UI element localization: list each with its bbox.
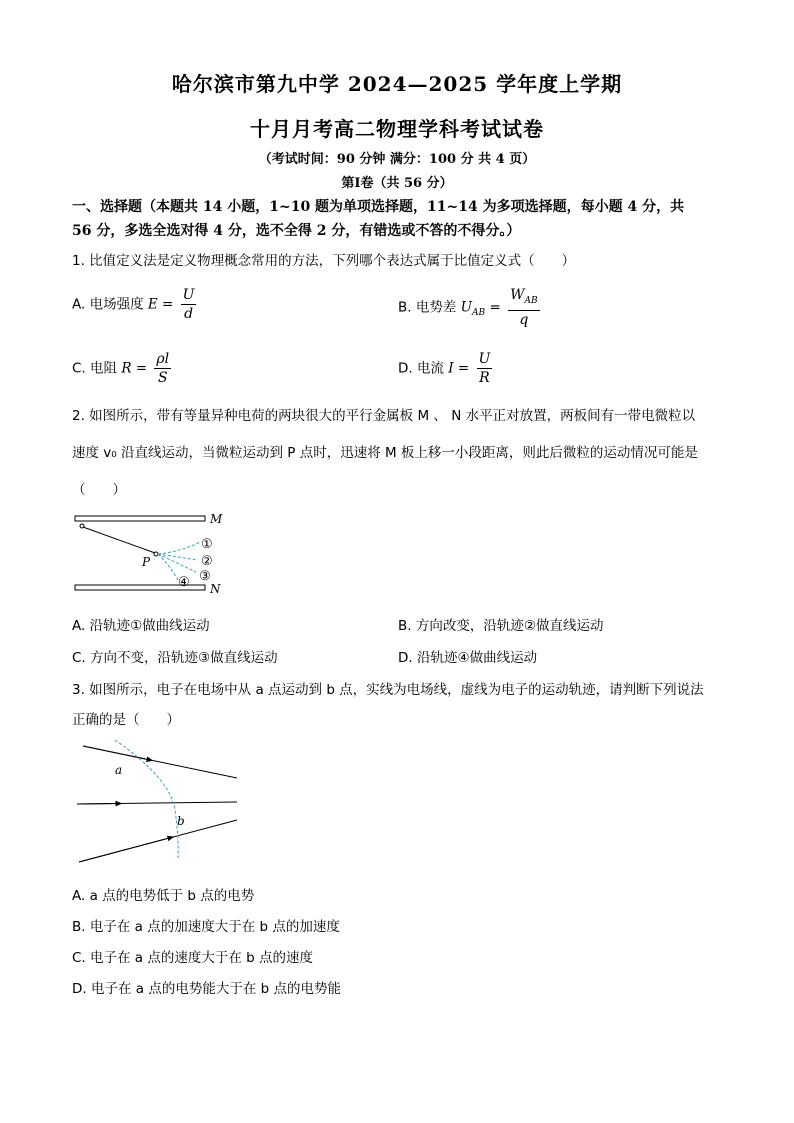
mark-4: ④ [178, 575, 190, 590]
q1-c-label: C. 电阻 [72, 360, 118, 377]
q1-b-eq: = [489, 299, 501, 316]
q2-option-a: A. 沿轨迹①做曲线运动 [72, 618, 210, 634]
q1-option-b [398, 286, 540, 329]
q1-b-num: W [510, 287, 525, 303]
q2-figure [70, 508, 240, 600]
field-arrow-bottom [79, 838, 171, 863]
q1-a-fraction [181, 286, 197, 323]
mark-3: ③ [199, 569, 211, 584]
q1-a-label: A. 电场强度 [72, 296, 144, 313]
q1-d-label: D. 电流 [398, 360, 444, 377]
q1-c-lhs: R = [121, 360, 148, 377]
plate-m [75, 516, 205, 521]
q1-c-fraction [154, 350, 171, 387]
q2-option-c: C. 方向不变，沿轨迹③做直线运动 [72, 650, 278, 666]
q1-b-lhs: U [460, 299, 473, 316]
q3-figure [75, 738, 245, 864]
field-arrow-top [83, 746, 150, 760]
trajectory-1 [158, 542, 200, 554]
q3-option-a: A. a 点的电势低于 b 点的电势 [72, 888, 255, 904]
q1-option-a [72, 286, 196, 323]
q1-b-num-sub: AB [524, 295, 538, 306]
label-m: M [210, 512, 223, 526]
label-a: a [115, 763, 123, 777]
q1-b-fraction [508, 286, 540, 329]
straight-path [83, 527, 155, 553]
q1-d-num: U [478, 351, 491, 367]
q1-a-den: d [184, 306, 194, 322]
q2-stem-line2: 速度 v₀ 沿直线运动，当微粒运动到 P 点时，迅速将 M 板上移一小段距离，则此后微粒的运动情况可能是 [72, 445, 698, 461]
section1-instructions-line2: 56 分，多选全选对得 4 分，选不全得 2 分，有错选或不答的不得分。） [72, 223, 521, 239]
q2-option-d: D. 沿轨迹④做曲线运动 [398, 650, 538, 666]
label-p: P [142, 555, 151, 569]
q1-c-den: S [157, 370, 168, 386]
point-p [154, 552, 158, 556]
electron-trajectory [115, 740, 178, 858]
section1-instructions-line1: 一、选择题（本题共 14 小题，1~10 题为单项选择题，11~14 为多项选择题，每小题 4 分，共 [72, 199, 685, 215]
q1-b-lhs-sub: AB [472, 308, 486, 319]
trajectory-3 [158, 554, 196, 572]
q1-a-lhs: E = [147, 296, 174, 313]
q1-d-den: R [479, 370, 490, 386]
field-arrow-middle [77, 804, 119, 805]
q3-option-c: C. 电子在 a 点的速度大于在 b 点的速度 [72, 950, 314, 966]
q1-a-num: U [182, 287, 195, 303]
exam-title-line2: 十月月考高二物理学科考试试卷 [250, 117, 544, 141]
q3-option-d: D. 电子在 a 点的电势能大于在 b 点的电势能 [72, 981, 341, 997]
mark-1: ① [201, 537, 213, 552]
q3-stem-line1: 3. 如图所示，电子在电场中从 a 点运动到 b 点，实线为电场线，虚线为电子的运动轨迹，请判断下列说法 [72, 682, 704, 698]
q2-option-b: B. 方向改变，沿轨迹②做直线运动 [398, 618, 604, 634]
exam-info: （考试时间：90 分钟 满分：100 分 共 4 页） [258, 152, 536, 167]
q2-stem-line3: （ ） [72, 482, 126, 498]
q1-c-num: ρl [156, 351, 170, 367]
q1-option-d [398, 350, 492, 387]
q1-d-lhs: I = [448, 360, 470, 377]
mark-2: ② [201, 554, 213, 569]
q3-stem-line2: 正确的是（ ） [72, 712, 180, 728]
q1-b-den: q [519, 311, 529, 328]
q1-b-num-wrap [508, 286, 540, 311]
exam-title-line1: 哈尔滨市第九中学 2024—2025 学年度上学期 [171, 72, 623, 96]
q1-option-c [72, 350, 171, 387]
trajectory-4 [158, 554, 178, 580]
volume-heading: 第Ⅰ卷（共 56 分） [341, 176, 453, 191]
label-b: b [177, 814, 185, 828]
q2-stem-line1: 2. 如图所示，带有等量异种电荷的两块很大的平行金属板 M 、 N 水平正对放置，两板间有一带电微粒以 [72, 408, 696, 424]
label-n: N [210, 582, 221, 596]
q1-stem: 1. 比值定义法是定义物理概念常用的方法，下列哪个表达式属于比值定义式（ ） [72, 253, 576, 269]
q1-b-label: B. 电势差 [398, 299, 457, 316]
q3-option-b: B. 电子在 a 点的加速度大于在 b 点的加速度 [72, 919, 340, 935]
q1-d-fraction [477, 350, 493, 387]
